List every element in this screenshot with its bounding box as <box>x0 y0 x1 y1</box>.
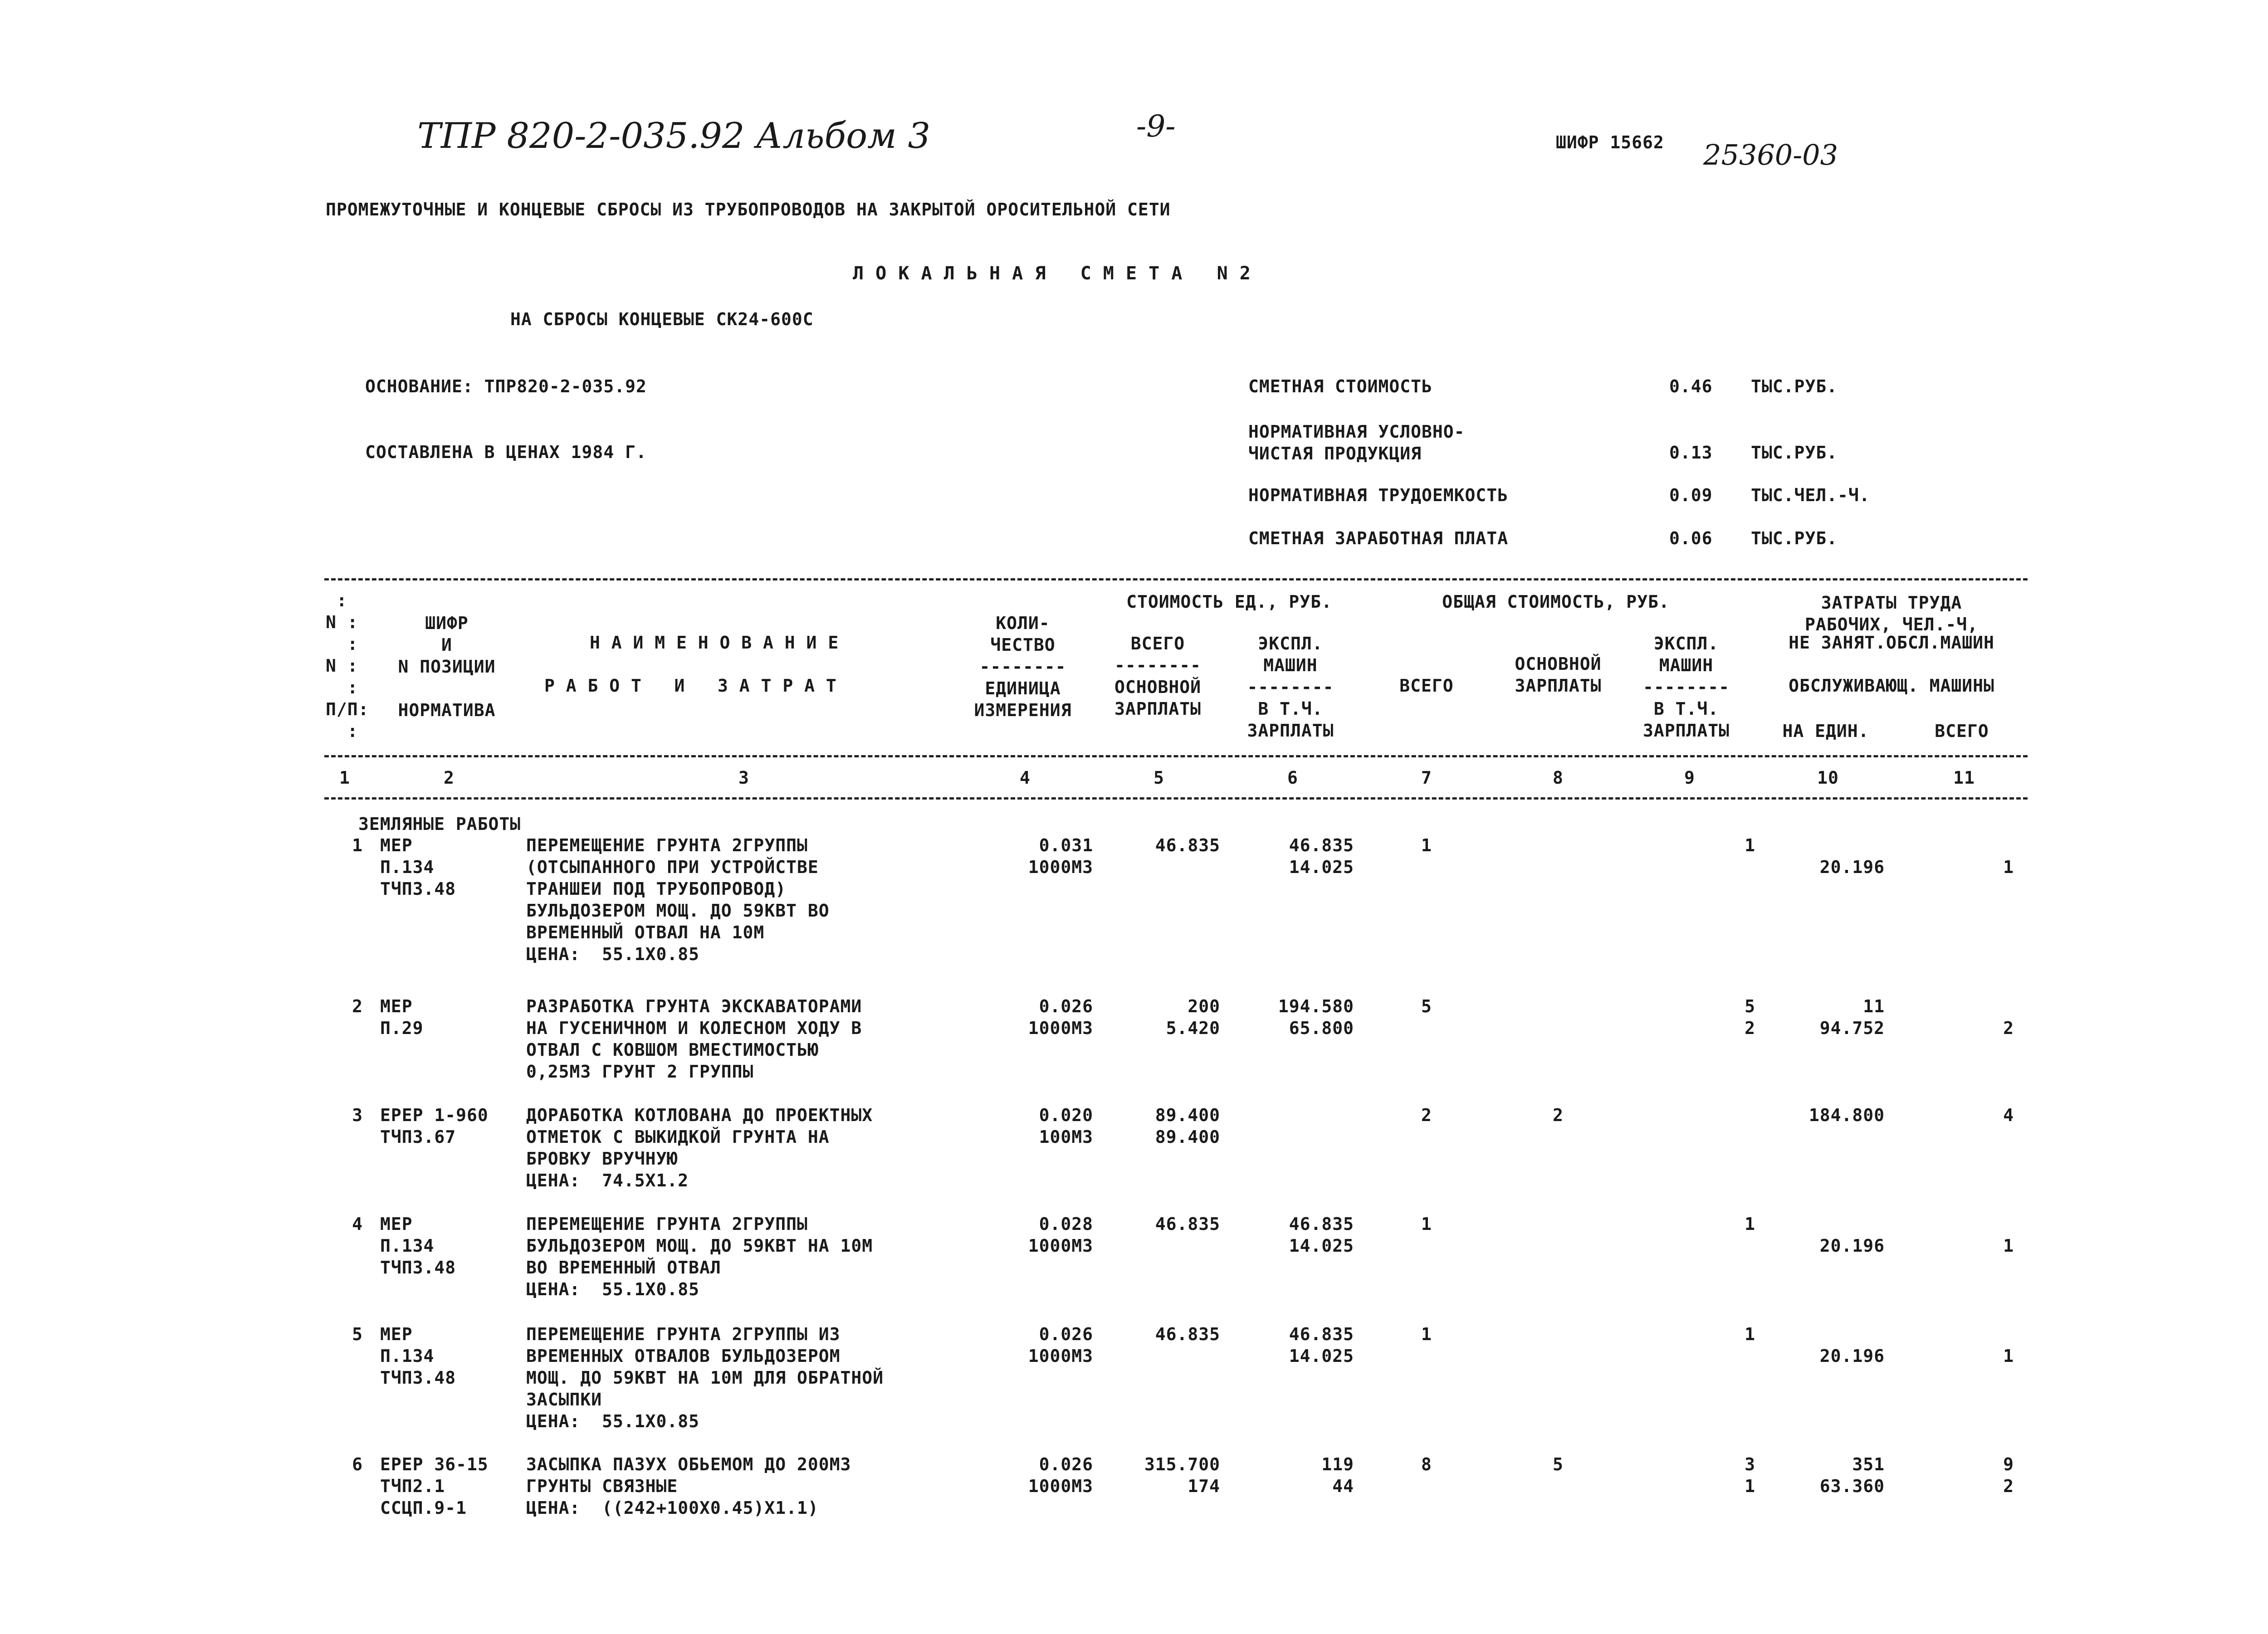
row-total: 5 <box>1421 996 1432 1016</box>
row-unit-total: 46.835 <box>1155 1324 1220 1344</box>
document-code: ТПР 820-2-035.92 Альбом 3 <box>417 116 931 156</box>
row-quantity: 0.031 1000М3 <box>1028 835 1093 877</box>
estimate-subtitle: НА СБРОСЫ КОНЦЕВЫЕ СК24-600С <box>510 309 814 329</box>
summary-label: СМЕТНАЯ СТОИМОСТЬ <box>1248 376 1432 396</box>
column-number: 4 <box>1020 768 1031 788</box>
row-quantity: 0.020 100М3 <box>1039 1105 1093 1147</box>
row-labor-total: 4 <box>2003 1105 2014 1125</box>
header-labor-cost: ЗАТРАТЫ ТРУДА РАБОЧИХ, ЧЕЛ.-Ч, <box>1804 593 1979 634</box>
row-unit-machine: 119 44 <box>1321 1454 1354 1496</box>
row-name: ЗАСЫПКА ПАЗУХ ОБЬЕМОМ ДО 200М3 ГРУНТЫ СВЯЗНЫЕ ЦЕНА: ((242+100X0.45)X1.1) <box>526 1454 851 1518</box>
header-col-9: ЭКСПЛ. МАШИН -------- В Т.Ч. ЗАРПЛАТЫ <box>1642 634 1730 741</box>
prices-line: СОСТАВЛЕНА В ЦЕНАХ 1984 Г. <box>365 442 647 462</box>
column-number: 10 <box>1817 768 1839 788</box>
inventory-number: 25360-03 <box>1703 138 1838 171</box>
column-number: 8 <box>1553 768 1564 788</box>
document-title: ПРОМЕЖУТОЧНЫЕ И КОНЦЕВЫЕ СБРОСЫ ИЗ ТРУБОПРОВОДОВ НА ЗАКРЫТОЙ ОРОСИТЕЛЬНОЙ СЕТИ <box>326 200 1171 219</box>
summary-unit: ТЫС.РУБ. <box>1751 443 1838 463</box>
row-number: 5 <box>352 1324 363 1344</box>
section-title: ЗЕМЛЯНЫЕ РАБОТЫ <box>358 814 521 834</box>
column-number: 7 <box>1421 768 1432 788</box>
header-col-6: ЭКСПЛ. МАШИН -------- В Т.Ч. ЗАРПЛАТЫ <box>1247 634 1334 741</box>
summary-value: 0.46 <box>1669 376 1713 396</box>
summary-unit: ТЫС.РУБ. <box>1751 376 1838 396</box>
row-labor-total: 1 <box>2003 857 2014 877</box>
row-quantity: 0.026 1000М3 <box>1028 1324 1093 1366</box>
row-unit-machine: 46.835 14.025 <box>1289 835 1354 877</box>
row-quantity: 0.026 1000М3 <box>1028 1454 1093 1496</box>
row-code: ЕРЕР 36-15 ТЧП2.1 ССЦП.9-1 <box>380 1454 489 1518</box>
header-col-5: ВСЕГО -------- ОСНОВНОЙ ЗАРПЛАТЫ <box>1114 634 1202 719</box>
row-unit-total: 46.835 <box>1155 835 1220 855</box>
row-quantity: 0.028 1000М3 <box>1028 1214 1093 1256</box>
row-total: 1 <box>1421 835 1432 855</box>
table-rule-top <box>324 578 2028 580</box>
row-number: 4 <box>352 1214 363 1234</box>
row-total-machine: 5 2 <box>1745 996 1755 1038</box>
column-number: 1 <box>339 768 350 788</box>
row-name: ПЕРЕМЕЩЕНИЕ ГРУНТА 2ГРУППЫ (ОТСЫПАННОГО ПРИ УСТРОЙСТВЕ ТРАНШЕИ ПОД ТРУБОПРОВОД) БУЛЬДОЗЕРОМ МОЩ. ДО 59КВТ ВО ВРЕМЕННЫЙ ОТВАЛ НА 10М ЦЕНА: 55.1X0.85 <box>526 835 830 964</box>
row-quantity: 0.026 1000М3 <box>1028 996 1093 1038</box>
row-unit-machine: 194.580 65.800 <box>1278 996 1354 1038</box>
row-number: 3 <box>352 1105 363 1125</box>
row-labor-unit: 20.196 <box>1819 857 1885 877</box>
row-unit-total: 200 5.420 <box>1166 996 1220 1038</box>
row-number: 6 <box>352 1454 363 1474</box>
shifr-label: ШИФР 15662 <box>1556 132 1664 152</box>
row-total-machine: 1 <box>1745 1324 1755 1344</box>
column-number: 3 <box>738 768 749 788</box>
row-name: ПЕРЕМЕЩЕНИЕ ГРУНТА 2ГРУППЫ БУЛЬДОЗЕРОМ МОЩ. ДО 59КВТ НА 10М ВО ВРЕМЕННЫЙ ОТВАЛ ЦЕНА: 55.1X0.85 <box>526 1214 873 1299</box>
column-number: 6 <box>1287 768 1298 788</box>
header-unit-cost: СТОИМОСТЬ ЕД., РУБ. <box>1126 592 1332 612</box>
row-labor-total: 9 2 <box>2003 1454 2014 1496</box>
row-unit-machine: 46.835 14.025 <box>1289 1214 1354 1256</box>
row-code: МЕР П.29 <box>380 996 424 1038</box>
estimate-title: Л О К А Л Ь Н А Я С М Е Т А N 2 <box>853 263 1251 284</box>
row-unit-total: 89.400 89.400 <box>1155 1105 1220 1147</box>
summary-value: 0.13 <box>1669 443 1713 463</box>
column-number: 2 <box>444 768 455 788</box>
row-labor-total: 2 <box>2003 1018 2014 1038</box>
row-name: ДОРАБОТКА КОТЛОВАНА ДО ПРОЕКТНЫХ ОТМЕТОК С ВЫКИДКОЙ ГРУНТА НА БРОВКУ ВРУЧНУЮ ЦЕНА: 74.5X1.2 <box>526 1105 873 1190</box>
summary-label: СМЕТНАЯ ЗАРАБОТНАЯ ПЛАТА <box>1248 528 1509 548</box>
row-total-machine: 1 <box>1745 835 1755 855</box>
row-total: 8 <box>1421 1454 1432 1474</box>
column-number: 5 <box>1154 768 1164 788</box>
page-number: -9- <box>1136 109 1176 144</box>
summary-value: 0.09 <box>1669 485 1713 505</box>
row-labor-unit: 184.800 <box>1809 1105 1885 1125</box>
table-rule-numbers <box>324 797 2028 800</box>
header-col-3-bottom: Р А Б О Т И З А Т Р А Т <box>544 676 837 696</box>
row-labor-unit: 351 63.360 <box>1819 1454 1885 1496</box>
row-code: МЕР П.134 ТЧП3.48 <box>380 1214 456 1278</box>
row-total: 2 <box>1421 1105 1432 1125</box>
row-number: 1 <box>352 835 363 855</box>
row-code: ЕРЕР 1-960 ТЧП3.67 <box>380 1105 489 1147</box>
row-unit-total: 315.700 174 <box>1144 1454 1220 1496</box>
row-labor-total: 1 <box>2003 1236 2014 1256</box>
row-code: МЕР П.134 ТЧП3.48 <box>380 835 456 899</box>
row-total-wages: 2 <box>1553 1105 1564 1125</box>
header-total-cost: ОБЩАЯ СТОИМОСТЬ, РУБ. <box>1442 592 1670 612</box>
row-labor-total: 1 <box>2003 1346 2014 1366</box>
column-number: 9 <box>1684 768 1695 788</box>
row-labor-unit: 20.196 <box>1819 1346 1885 1366</box>
header-col-11: ВСЕГО <box>1935 721 1989 741</box>
header-col-4: КОЛИ- ЧЕСТВО -------- ЕДИНИЦА ИЗМЕРЕНИЯ <box>974 613 1072 720</box>
row-labor-unit: 20.196 <box>1819 1236 1885 1256</box>
row-unit-machine: 46.835 14.025 <box>1289 1324 1354 1366</box>
summary-unit: ТЫС.РУБ. <box>1751 528 1838 548</box>
header-col-1: : N : : N : : П/П: : <box>326 590 369 741</box>
header-labor-nonmachine: НЕ ЗАНЯТ.ОБСЛ.МАШИН <box>1789 633 1994 653</box>
row-name: РАЗРАБОТКА ГРУНТА ЭКСКАВАТОРАМИ НА ГУСЕНИЧНОМ И КОЛЕСНОМ ХОДУ В ОТВАЛ С КОВШОМ ВМЕСТИМОСТЬЮ 0,25М3 ГРУНТ 2 ГРУППЫ <box>526 996 862 1082</box>
row-number: 2 <box>352 996 363 1016</box>
header-col-10: НА ЕДИН. <box>1782 721 1869 741</box>
header-col-3-top: Н А И М Е Н О В А Н И Е <box>590 633 839 653</box>
column-number: 11 <box>1953 768 1975 788</box>
row-total: 1 <box>1421 1324 1432 1344</box>
summary-unit: ТЫС.ЧЕЛ.-Ч. <box>1751 485 1870 505</box>
row-total: 1 <box>1421 1214 1432 1234</box>
row-labor-unit: 11 94.752 <box>1819 996 1885 1038</box>
table-rule-header <box>324 755 2028 757</box>
header-col-7: ВСЕГО <box>1399 676 1454 696</box>
summary-label: НОРМАТИВНАЯ УСЛОВНО- ЧИСТАЯ ПРОДУКЦИЯ <box>1248 422 1465 463</box>
row-name: ПЕРЕМЕЩЕНИЕ ГРУНТА 2ГРУППЫ ИЗ ВРЕМЕННЫХ ОТВАЛОВ БУЛЬДОЗЕРОМ МОЩ. ДО 59КВТ НА 10М ДЛЯ ОБРАТНОЙ ЗАСЫПКИ ЦЕНА: 55.1X0.85 <box>526 1324 884 1431</box>
header-col-8: ОСНОВНОЙ ЗАРПЛАТЫ <box>1515 654 1602 696</box>
row-total-machine: 3 1 <box>1745 1454 1755 1496</box>
row-unit-total: 46.835 <box>1155 1214 1220 1234</box>
row-total-wages: 5 <box>1553 1454 1564 1474</box>
row-total-machine: 1 <box>1745 1214 1755 1234</box>
header-col-2: ШИФР И N ПОЗИЦИИ НОРМАТИВА <box>398 613 496 720</box>
header-labor-machine: ОБСЛУЖИВАЮЩ. МАШИНЫ <box>1789 676 1994 696</box>
row-code: МЕР П.134 ТЧП3.48 <box>380 1324 456 1388</box>
summary-label: НОРМАТИВНАЯ ТРУДОЕМКОСТЬ <box>1248 485 1509 505</box>
summary-value: 0.06 <box>1669 528 1713 548</box>
basis-line: ОСНОВАНИЕ: ТПР820-2-035.92 <box>365 376 647 396</box>
